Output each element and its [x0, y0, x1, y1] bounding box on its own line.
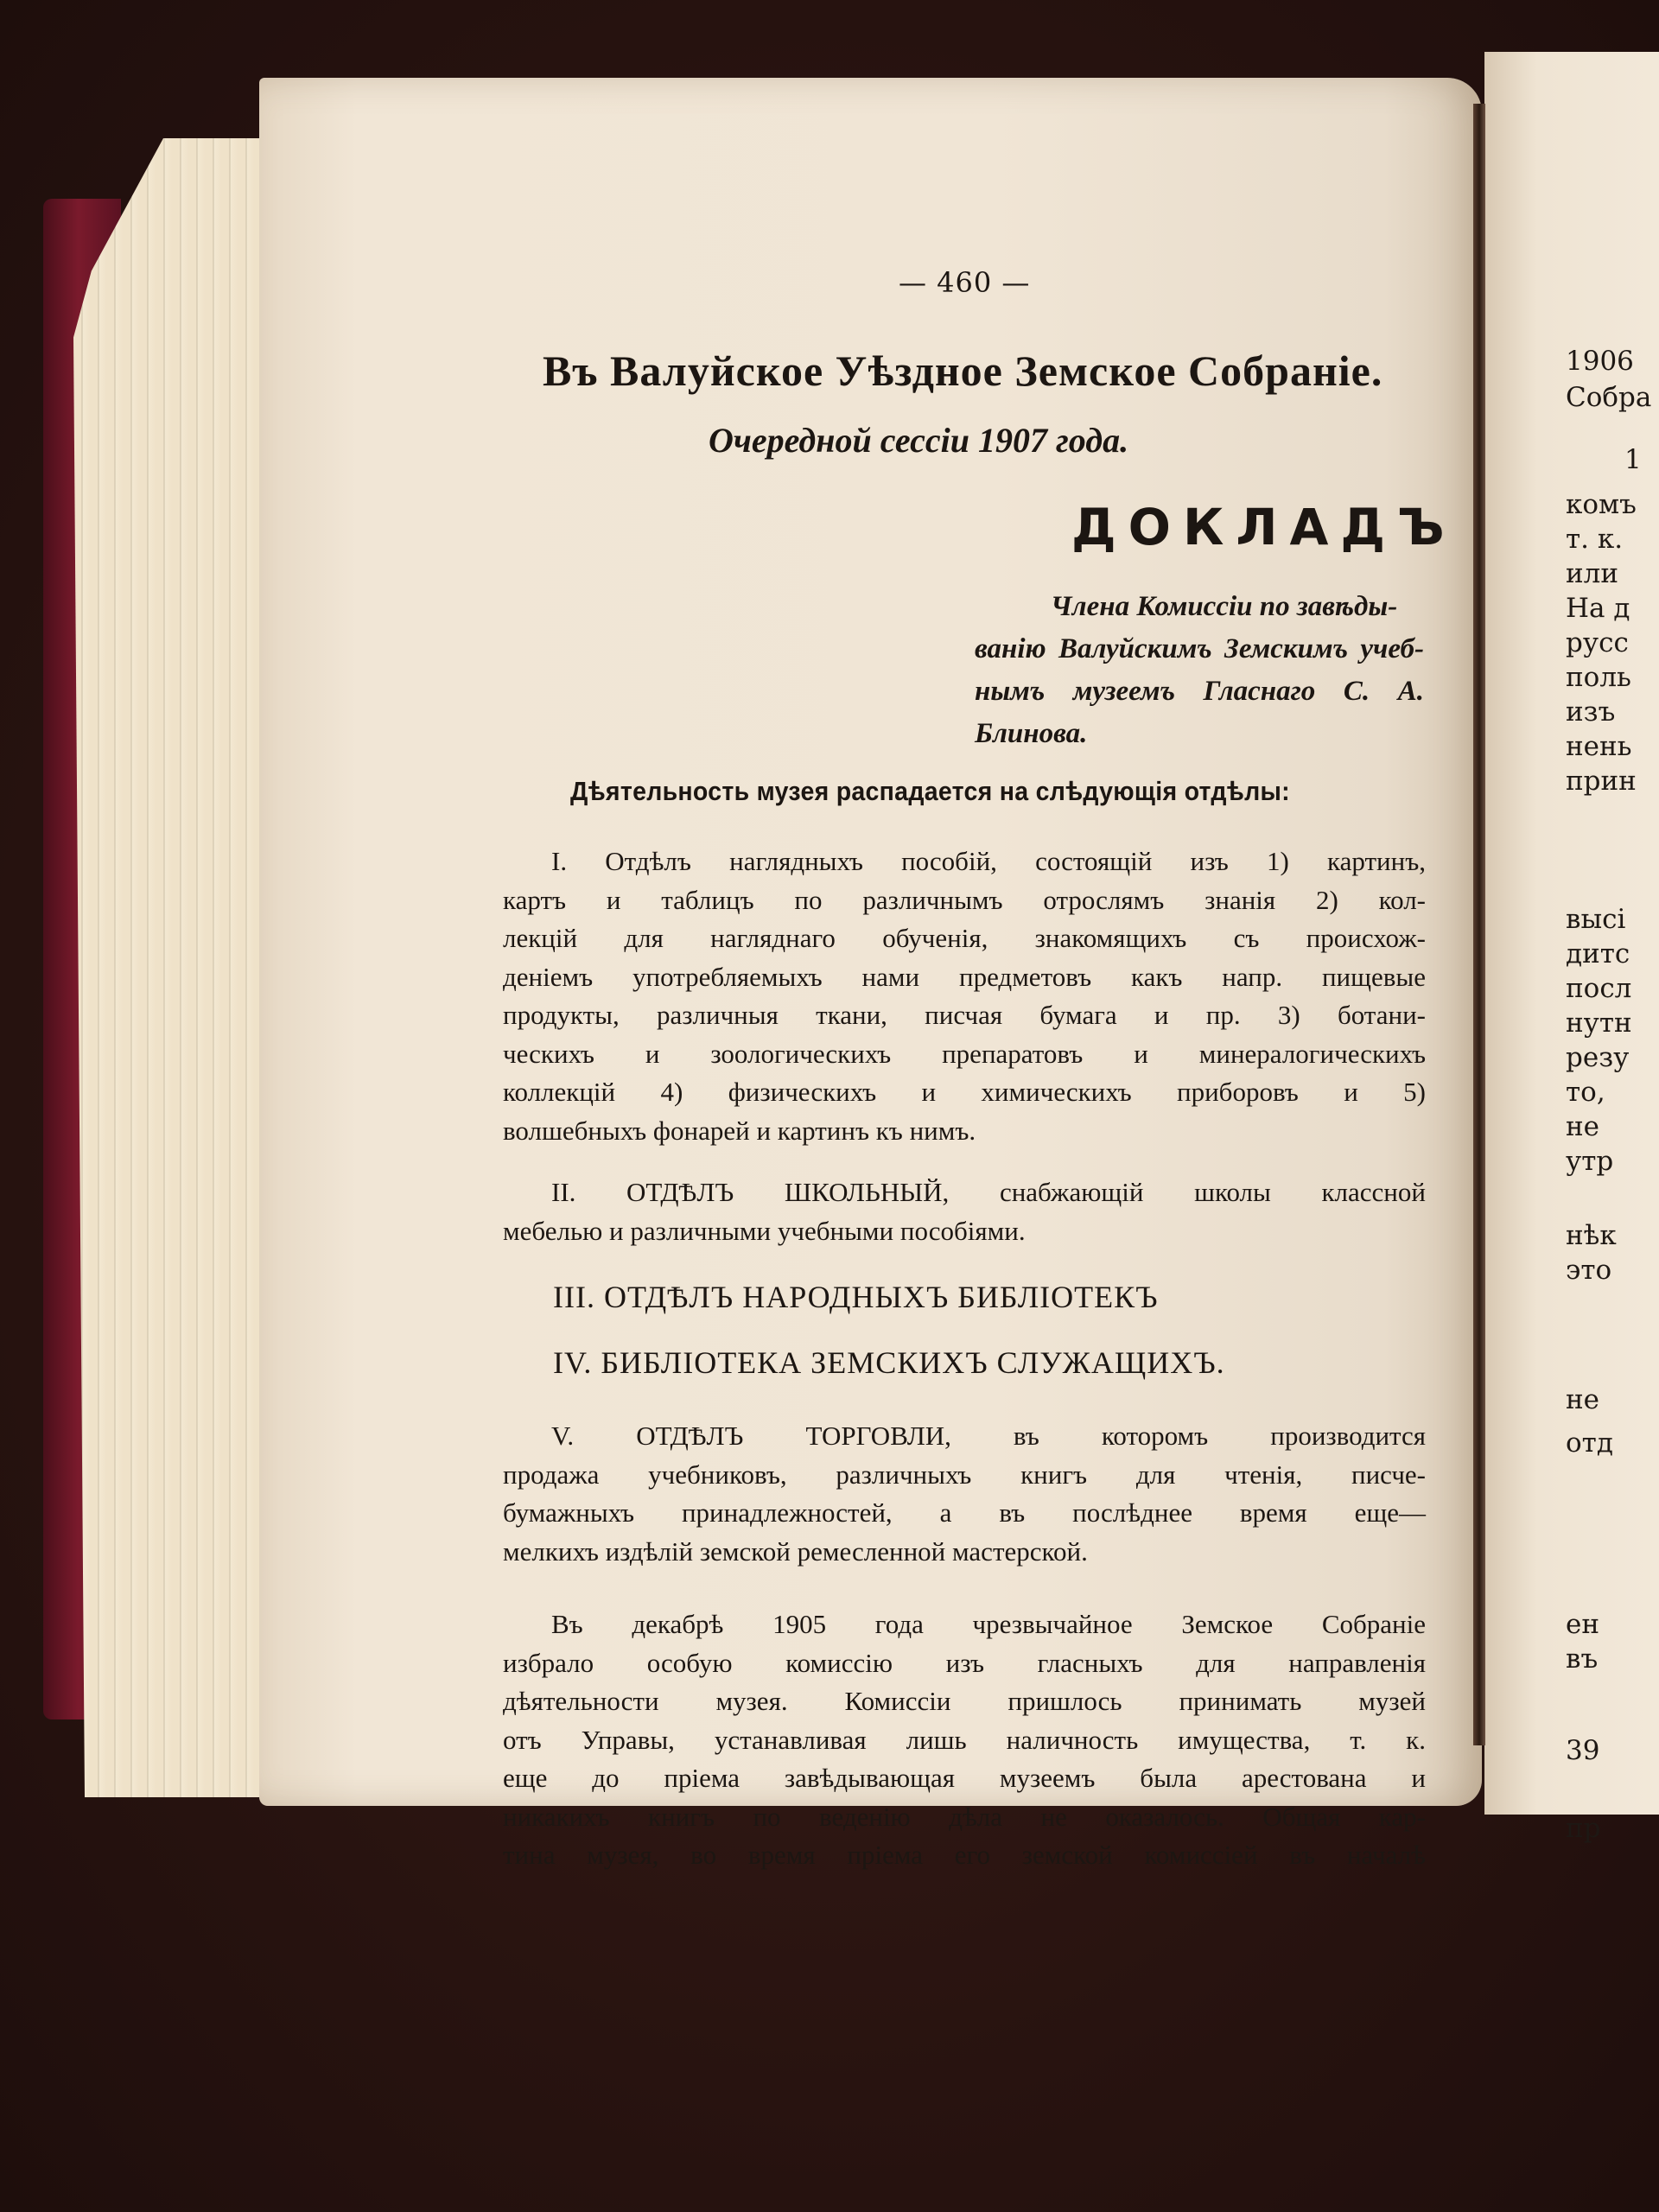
text-line: I. Отдѣлъ наглядныхъ пособій, состоящій изъ 1) картинъ,: [551, 846, 1426, 876]
facing-page-text: комъ: [1566, 489, 1637, 520]
author-line: ванію Валуйскимъ Земскимъ учеб-: [975, 633, 1424, 664]
text-line: мелкихъ издѣлій земской ремесленной мастерской.: [503, 1535, 1088, 1567]
text-line: дѣятельности музея. Комиссіи пришлось принимать музей: [503, 1686, 1426, 1716]
closing-paragraph: [503, 1605, 1426, 1875]
page-number: — 460 —: [899, 266, 1031, 299]
facing-page-text: изъ: [1566, 696, 1616, 728]
section-1-paragraph: [503, 842, 1426, 1150]
text-line: никакихъ книгъ по веденію дѣла не оказалось. Общая кар-: [503, 1801, 1426, 1832]
text-line: продукты, различныя ткани, писчая бумага и пр. 3) ботани-: [503, 1000, 1426, 1030]
facing-page-text: 39: [1566, 1735, 1600, 1766]
facing-page-text: На д: [1566, 593, 1630, 624]
section-2-paragraph: [503, 1173, 1426, 1250]
facing-page-text: то,: [1566, 1077, 1605, 1108]
text-line: избрало особую комиссію изъ гласныхъ для направленія: [503, 1647, 1426, 1678]
text-line: продажа учебниковъ, различныхъ книгъ для чтенія, писче-: [503, 1459, 1426, 1490]
text-line: ческихъ и зоологическихъ препаратовъ и минералогическихъ: [503, 1038, 1426, 1069]
facing-page-text: высі: [1566, 904, 1626, 935]
author-line: Блинова.: [975, 718, 1088, 749]
text-line: отъ Управы, устанавливая лишь наличность имущества, т. к.: [503, 1724, 1426, 1755]
section-3-heading: III. ОТДѢЛЪ НАРОДНЫХЪ БИБЛІОТЕКЪ: [553, 1280, 1159, 1314]
facing-page-text: т. к.: [1566, 524, 1624, 555]
facing-page-text: нѣк: [1566, 1220, 1617, 1251]
author-line: нымъ музеемъ Гласнаго С. А.: [975, 676, 1424, 707]
facing-page-text: 1: [1624, 444, 1642, 475]
facing-page-text: пр: [1566, 1813, 1601, 1844]
text-line: картъ и таблицъ по различнымъ отрослямъ знанія 2) кол-: [503, 884, 1426, 915]
text-line: тина музея, во время пріема его земской комиссіей въ началѣ: [503, 1840, 1426, 1870]
text-line: лекцій для нагляднаго обученія, знакомящихъ съ происхож-: [503, 923, 1426, 953]
activity-intro: Дѣятельность музея распадается на слѣдующія отдѣлы:: [570, 776, 1290, 806]
facing-page-text: или: [1566, 558, 1619, 589]
report-heading: ДОКЛАДЪ: [1071, 498, 1457, 556]
section-4-heading: IV. БИБЛІОТЕКА ЗЕМСКИХЪ СЛУЖАЩИХЪ.: [553, 1345, 1225, 1380]
facing-page-text: поль: [1566, 662, 1631, 693]
author-block: [975, 586, 1424, 755]
facing-page-text: отд: [1566, 1427, 1613, 1459]
text-line: мебелью и различными учебными пособіями.: [503, 1215, 1026, 1246]
facing-page-text: нень: [1566, 731, 1632, 762]
text-line: II. ОТДѢЛЪ ШКОЛЬНЫЙ, снабжающій школы классной: [551, 1177, 1426, 1207]
text-line: еще до пріема завѣдывающая музеемъ была арестована и: [503, 1763, 1426, 1793]
facing-page-text: утр: [1566, 1146, 1614, 1177]
text-line: волшебныхъ фонарей и картинъ къ нимъ.: [503, 1115, 976, 1146]
text-line: деніемъ употребляемыхъ нами предметовъ какъ напр. пищевые: [503, 961, 1426, 992]
facing-page-text: въ: [1566, 1643, 1599, 1675]
document-title: Въ Валуйское Уѣздное Земское Собраніе.: [543, 346, 1383, 395]
facing-page-text: ен: [1566, 1609, 1600, 1640]
facing-page-text: нутн: [1566, 1007, 1632, 1039]
facing-page-text: это: [1566, 1255, 1612, 1286]
facing-page-text: дитс: [1566, 938, 1630, 969]
facing-page-text: не: [1566, 1384, 1600, 1415]
text-line: бумажныхъ принадлежностей, а въ послѣднее время еще—: [503, 1497, 1426, 1528]
facing-page-text: прин: [1566, 766, 1637, 797]
facing-page-text: русс: [1566, 627, 1629, 658]
facing-page-text: Собра: [1566, 382, 1652, 413]
facing-page-text: не: [1566, 1111, 1600, 1142]
text-line: V. ОТДѢЛЪ ТОРГОВЛИ, въ которомъ производится: [551, 1421, 1426, 1451]
text-line: коллекцій 4) физическихъ и химическихъ приборовъ и 5): [503, 1077, 1426, 1107]
text-line: Въ декабрѣ 1905 года чрезвычайное Земское Собраніе: [551, 1609, 1426, 1639]
facing-page-text: 1906: [1566, 346, 1634, 377]
session-subtitle: Очередной сессіи 1907 года.: [709, 421, 1129, 460]
facing-page-text: посл: [1566, 973, 1632, 1004]
author-line: Члена Комиссіи по завѣды-: [1051, 591, 1398, 622]
section-5-paragraph: [503, 1417, 1426, 1571]
facing-page-text: резу: [1566, 1042, 1630, 1073]
